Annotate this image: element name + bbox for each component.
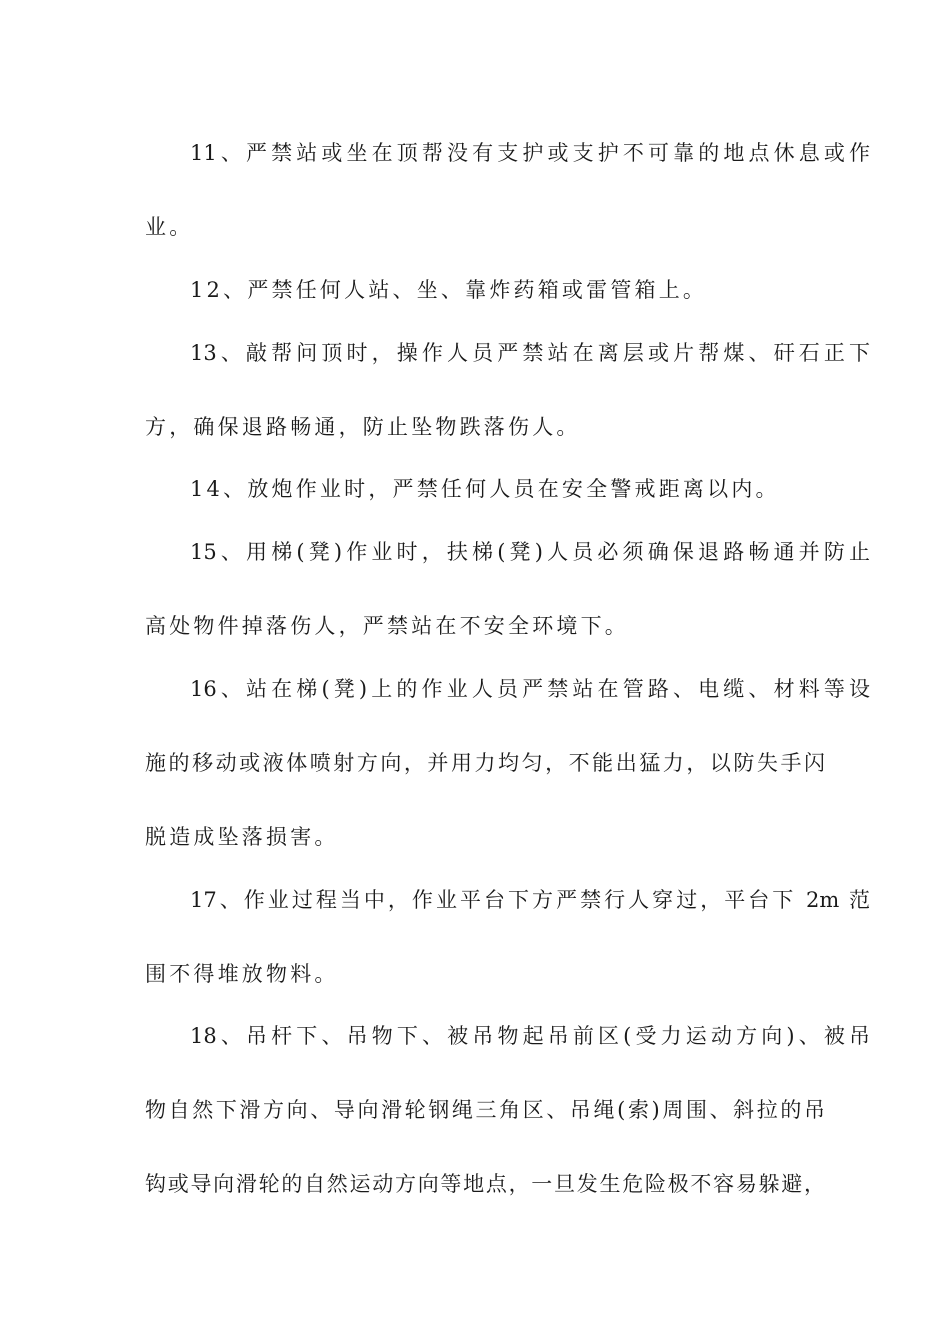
text-line-18a: 18、吊杆下、吊物下、被吊物起吊前区(受力运动方向)、被吊 [190, 1024, 870, 1048]
text-line-13a: 13、敲帮问顶时，操作人员严禁站在离层或片帮煤、矸石正下 [190, 341, 870, 365]
text-line-15a: 15、用梯(凳)作业时，扶梯(凳)人员必须确保退路畅通并防止 [190, 540, 870, 564]
text-line-16a: 16、站在梯(凳)上的作业人员严禁站在管路、电缆、材料等设 [190, 677, 870, 701]
text-line-18b: 物自然下滑方向、导向滑轮钢绳三角区、吊绳(索)周围、斜拉的吊 [145, 1098, 825, 1122]
text-line-16b: 施的移动或液体喷射方向，并用力均匀，不能出猛力，以防失手闪 [145, 751, 825, 775]
text-line-16c: 脱造成坠落损害。 [145, 825, 339, 849]
text-line-11a: 11、严禁站或坐在顶帮没有支护或支护不可靠的地点休息或作 [190, 141, 870, 165]
text-line-15b: 高处物件掉落伤人，严禁站在不安全环境下。 [145, 614, 629, 638]
text-line-18c: 钩或导向滑轮的自然运动方向等地点，一旦发生危险极不容易躲避， [145, 1172, 825, 1196]
text-line-13b: 方，确保退路畅通，防止坠物跌落伤人。 [145, 415, 581, 439]
text-line-14: 14、放炮作业时，严禁任何人员在安全警戒距离以内。 [190, 477, 780, 501]
text-line-11b: 业。 [145, 215, 194, 239]
text-line-17b: 围不得堆放物料。 [145, 962, 339, 986]
text-line-17a: 17、作业过程当中，作业平台下方严禁行人穿过，平台下 2m 范 [190, 888, 870, 912]
text-line-12: 12、严禁任何人站、坐、靠炸药箱或雷管箱上。 [190, 278, 708, 302]
